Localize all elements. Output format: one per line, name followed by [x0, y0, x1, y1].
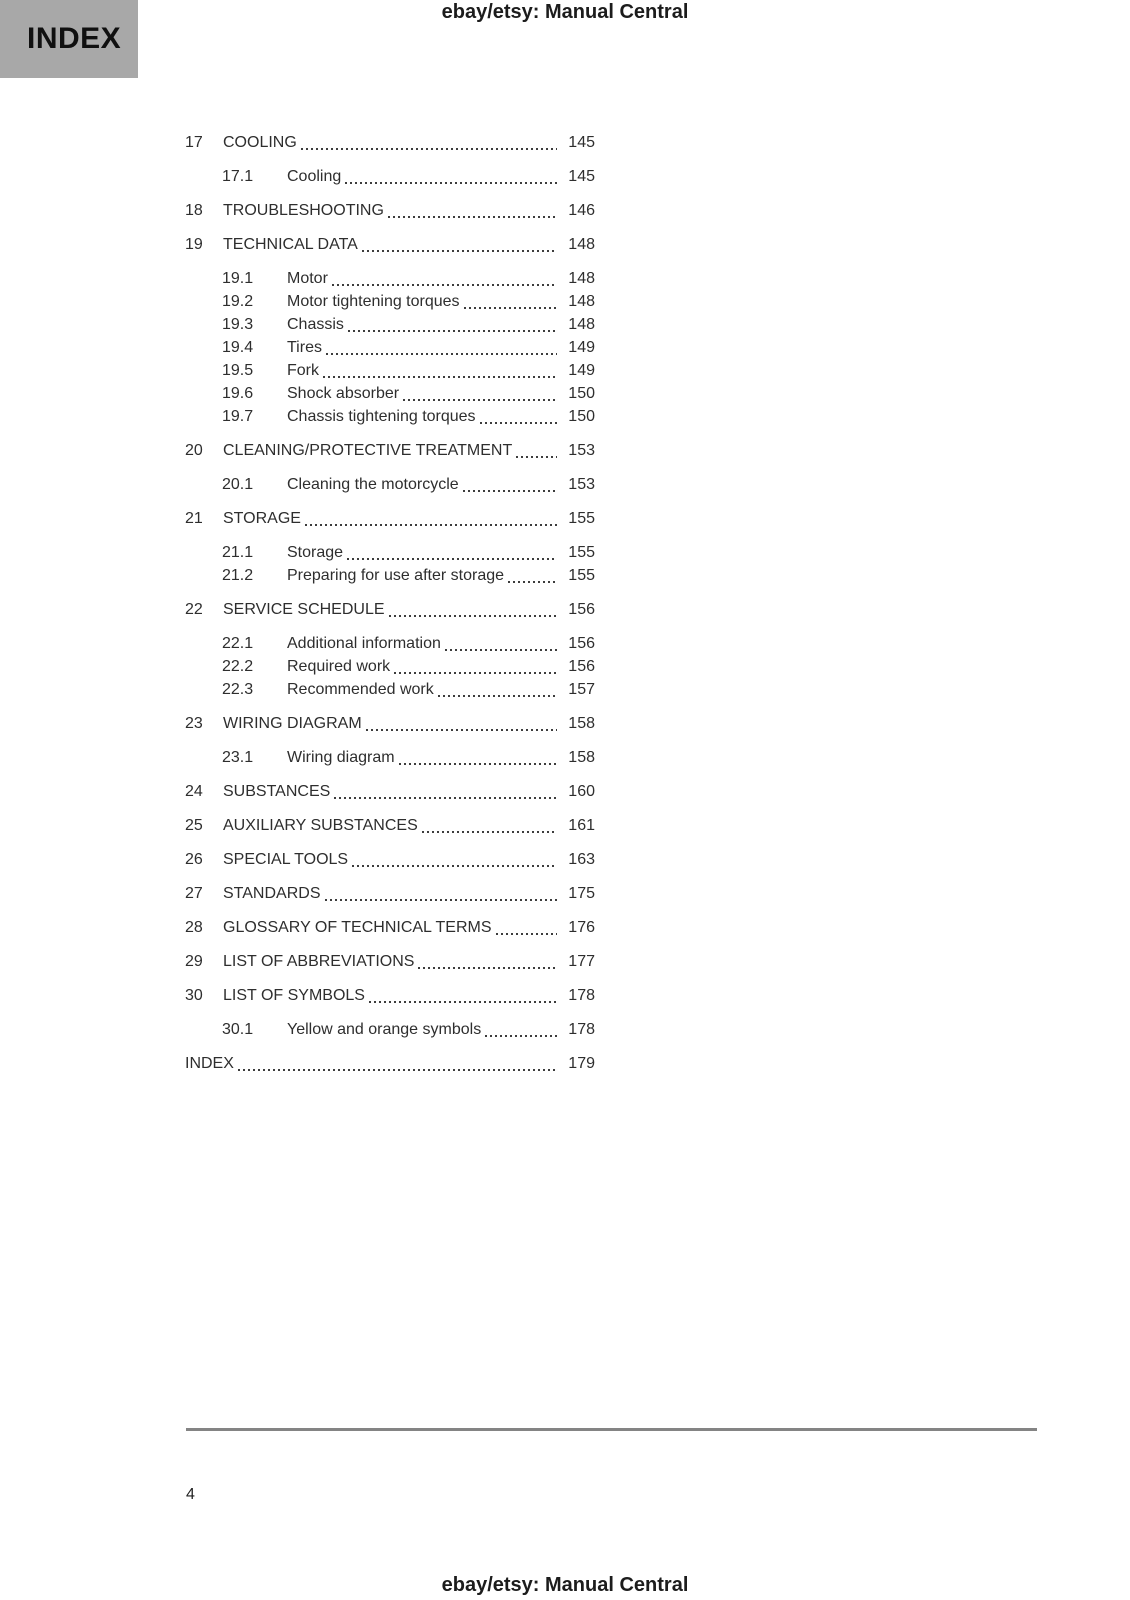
toc-entry-page: 158 [568, 715, 595, 732]
toc-entry-title: SERVICE SCHEDULE [223, 601, 385, 618]
dot-leader [352, 865, 557, 867]
dot-leader [485, 1035, 557, 1037]
toc-entry-number: 17.1 [222, 168, 254, 185]
dot-leader [394, 672, 557, 674]
toc-entry [185, 780, 595, 803]
toc-entry-page: 178 [568, 987, 595, 1004]
toc-entry [185, 848, 595, 871]
toc-entry-title: Fork [287, 362, 319, 379]
toc-entry [185, 984, 595, 1007]
toc-entry-page: 156 [568, 658, 595, 675]
toc-entry [185, 655, 595, 678]
toc-entry-number: 30.1 [222, 1021, 254, 1038]
toc-entry-page: 149 [568, 362, 595, 379]
toc-entry [185, 712, 595, 735]
toc-entry-page: 149 [568, 339, 595, 356]
toc-entry-number: 22 [185, 601, 203, 618]
toc-entry [185, 233, 595, 256]
toc-entry-title: WIRING DIAGRAM [223, 715, 362, 732]
toc-entry [185, 439, 595, 462]
toc-entry [185, 313, 595, 336]
toc-entry-title: CLEANING/PROTECTIVE TREATMENT [223, 442, 513, 459]
toc-entry-title: Motor tightening torques [287, 293, 460, 310]
toc-entry-page: 163 [568, 851, 595, 868]
dot-leader [301, 148, 557, 150]
toc-entry [185, 382, 595, 405]
toc-entry-page: 158 [568, 749, 595, 766]
toc-entry-title: Additional information [287, 635, 441, 652]
toc-entry-page: 157 [568, 681, 595, 698]
toc-entry-number: 19.1 [222, 270, 254, 287]
toc-entry-title: Storage [287, 544, 344, 561]
toc-entry [185, 1052, 595, 1075]
toc-entry-title: STANDARDS [223, 885, 321, 902]
toc-entry-page: 160 [568, 783, 595, 800]
dot-leader [438, 695, 557, 697]
toc-entry-number: 18 [185, 202, 203, 219]
toc-entry-title: SUBSTANCES [223, 783, 331, 800]
toc-entry-title: STORAGE [223, 510, 301, 527]
toc-entry-number: 17 [185, 134, 203, 151]
dot-leader [366, 729, 557, 731]
toc-entry-page: 161 [568, 817, 595, 834]
toc-entry-number: 25 [185, 817, 203, 834]
toc-entry-title: Chassis tightening torques [287, 408, 476, 425]
toc-entry-number: 28 [185, 919, 203, 936]
toc-entry [185, 405, 595, 428]
toc-entry-page: 156 [568, 635, 595, 652]
toc-entry-title: TECHNICAL DATA [223, 236, 358, 253]
table-of-contents [185, 131, 595, 1075]
toc-entry-page: 150 [568, 385, 595, 402]
page-header-title: ebay/etsy: Manual Central [441, 1, 689, 23]
toc-entry-number: 29 [185, 953, 203, 970]
footer-divider [186, 1428, 1037, 1431]
toc-entry-number: 27 [185, 885, 203, 902]
toc-entry-number: 22.2 [222, 658, 254, 675]
dot-leader [508, 581, 557, 583]
toc-entry-page: 153 [568, 476, 595, 493]
toc-entry [185, 473, 595, 496]
toc-entry-title: Required work [287, 658, 391, 675]
toc-entry-page: 175 [568, 885, 595, 902]
dot-leader [345, 182, 557, 184]
toc-entry [185, 598, 595, 621]
toc-entry [185, 746, 595, 769]
dot-leader [418, 967, 557, 969]
toc-entry-page: 145 [568, 134, 595, 151]
toc-entry-page: 148 [568, 293, 595, 310]
toc-entry-title: Wiring diagram [287, 749, 395, 766]
dot-leader [347, 558, 557, 560]
dot-leader [369, 1001, 557, 1003]
toc-entry-number: 19.4 [222, 339, 254, 356]
toc-entry-page: 146 [568, 202, 595, 219]
toc-entry-page: 148 [568, 270, 595, 287]
toc-entry-page: 179 [568, 1055, 595, 1072]
toc-entry-title: Chassis [287, 316, 344, 333]
dot-leader [305, 524, 557, 526]
toc-entry [185, 507, 595, 530]
toc-entry-number: 30 [185, 987, 203, 1004]
toc-entry-title: Tires [287, 339, 322, 356]
dot-leader [422, 831, 557, 833]
dot-leader [463, 490, 557, 492]
toc-entry-page: 150 [568, 408, 595, 425]
dot-leader [480, 422, 557, 424]
toc-entry [185, 290, 595, 313]
dot-leader [348, 330, 557, 332]
dot-leader [334, 797, 557, 799]
toc-entry-title: LIST OF SYMBOLS [223, 987, 365, 1004]
dot-leader [496, 933, 557, 935]
page-footer-title: ebay/etsy: Manual Central [441, 1574, 689, 1596]
dot-leader [516, 456, 557, 458]
toc-entry [185, 882, 595, 905]
toc-entry-page: 148 [568, 316, 595, 333]
toc-entry-number: 22.3 [222, 681, 254, 698]
dot-leader [362, 250, 557, 252]
toc-entry-title: INDEX [185, 1055, 234, 1072]
toc-entry-page: 155 [568, 544, 595, 561]
toc-entry-number: 23.1 [222, 749, 254, 766]
toc-entry-title: LIST OF ABBREVIATIONS [223, 953, 415, 970]
toc-entry-title: Cleaning the motorcycle [287, 476, 459, 493]
toc-entry-number: 23 [185, 715, 203, 732]
toc-entry-page: 178 [568, 1021, 595, 1038]
dot-leader [326, 353, 557, 355]
dot-leader [399, 763, 557, 765]
toc-entry-number: 19.6 [222, 385, 254, 402]
toc-entry-page: 176 [568, 919, 595, 936]
toc-entry-number: 21.1 [222, 544, 254, 561]
dot-leader [389, 615, 557, 617]
toc-entry-page: 155 [568, 510, 595, 527]
toc-entry-number: 20.1 [222, 476, 254, 493]
toc-entry-page: 177 [568, 953, 595, 970]
dot-leader [388, 216, 557, 218]
toc-entry-number: 26 [185, 851, 203, 868]
dot-leader [445, 649, 557, 651]
toc-entry-page: 145 [568, 168, 595, 185]
toc-entry [185, 632, 595, 655]
dot-leader [332, 284, 557, 286]
toc-entry [185, 267, 595, 290]
toc-entry-number: 19.2 [222, 293, 254, 310]
toc-entry [185, 359, 595, 382]
dot-leader [464, 307, 557, 309]
index-tab-label: INDEX [27, 22, 122, 55]
toc-entry [185, 814, 595, 837]
toc-entry-title: Cooling [287, 168, 342, 185]
toc-entry [185, 916, 595, 939]
toc-entry-number: 19 [185, 236, 203, 253]
toc-entry [185, 678, 595, 701]
dot-leader [238, 1069, 557, 1071]
toc-entry-number: 19.5 [222, 362, 254, 379]
toc-entry [185, 1018, 595, 1041]
toc-entry-number: 24 [185, 783, 203, 800]
toc-entry-title: SPECIAL TOOLS [223, 851, 349, 868]
toc-entry-number: 20 [185, 442, 203, 459]
toc-entry-number: 21 [185, 510, 203, 527]
toc-entry-title: Yellow and orange symbols [287, 1021, 482, 1038]
toc-entry-page: 156 [568, 601, 595, 618]
toc-entry-number: 19.3 [222, 316, 254, 333]
toc-entry [185, 199, 595, 222]
dot-leader [323, 376, 557, 378]
toc-entry-title: Motor [287, 270, 328, 287]
toc-entry [185, 131, 595, 154]
toc-entry-title: COOLING [223, 134, 297, 151]
toc-entry-page: 153 [568, 442, 595, 459]
toc-entry [185, 564, 595, 587]
dot-leader [325, 899, 558, 901]
toc-entry-number: 19.7 [222, 408, 254, 425]
toc-entry-number: 21.2 [222, 567, 254, 584]
dot-leader [403, 399, 557, 401]
toc-entry-page: 148 [568, 236, 595, 253]
toc-entry [185, 541, 595, 564]
toc-entry-title: Shock absorber [287, 385, 400, 402]
toc-entry-title: Preparing for use after storage [287, 567, 505, 584]
toc-entry-page: 155 [568, 567, 595, 584]
toc-entry-title: GLOSSARY OF TECHNICAL TERMS [223, 919, 492, 936]
toc-entry [185, 336, 595, 359]
toc-entry [185, 950, 595, 973]
toc-entry-title: Recommended work [287, 681, 434, 698]
toc-entry [185, 165, 595, 188]
toc-entry-title: AUXILIARY SUBSTANCES [223, 817, 418, 834]
page-number: 4 [186, 1486, 195, 1503]
toc-entry-number: 22.1 [222, 635, 254, 652]
toc-entry-title: TROUBLESHOOTING [223, 202, 384, 219]
